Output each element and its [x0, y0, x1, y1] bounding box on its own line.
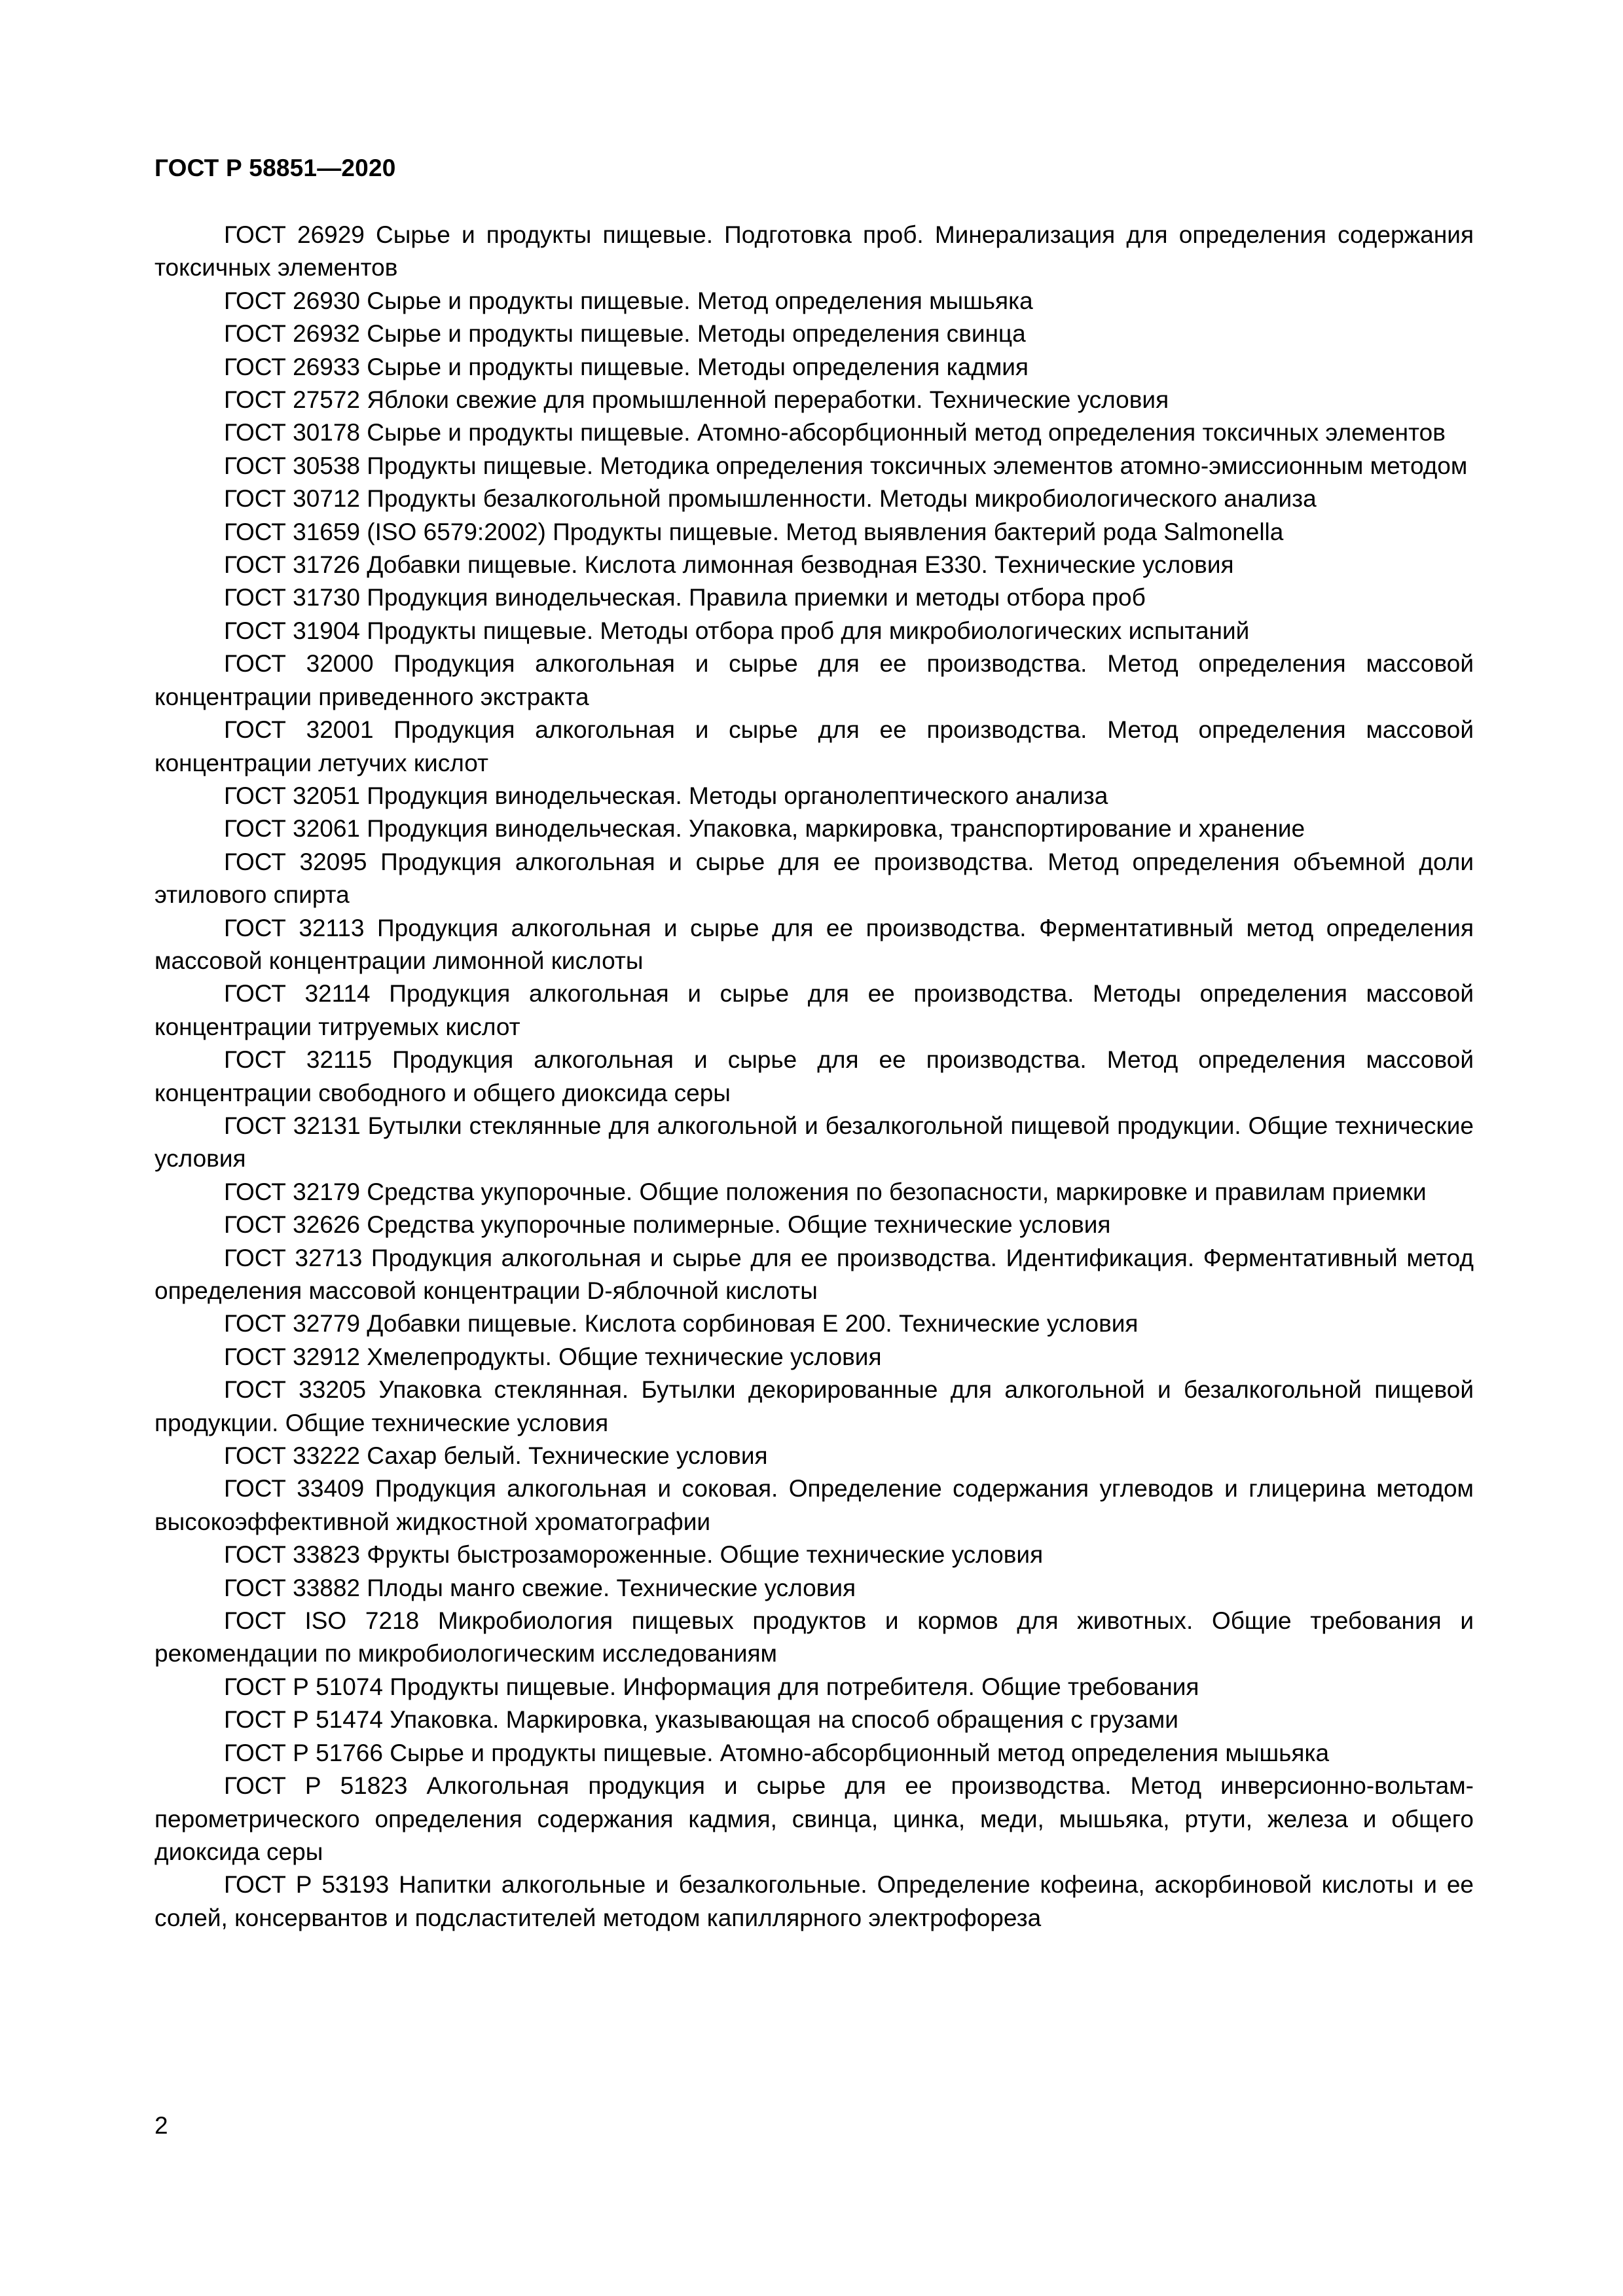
reference-item: ГОСТ 32131 Бутылки стеклянные для алкогольной и безалкогольной пищевой продукции. Общие технические условия — [155, 1112, 1474, 1173]
reference-item: ГОСТ 31730 Продукция винодельческая. Правила приемки и методы отбора проб — [224, 584, 1146, 611]
reference-item: ГОСТ 32114 Продукция алкогольная и сырье для ее производства. Методы определения массовой концентрации титруемых кислот — [155, 980, 1474, 1040]
reference-item: ГОСТ 26932 Сырье и продукты пищевые. Методы определения свинца — [224, 320, 1026, 348]
reference-item: ГОСТ Р 51766 Сырье и продукты пищевые. Атомно-абсорбционный метод определения мышьяка — [224, 1739, 1330, 1766]
reference-item: ГОСТ 32113 Продукция алкогольная и сырье для ее производства. Ферментативный метод определения массовой концентрации лимонной кислоты — [155, 914, 1474, 974]
reference-item: ГОСТ 32061 Продукция винодельческая. Упаковка, маркировка, транспортирование и хранение — [224, 815, 1305, 843]
document-code-header: ГОСТ Р 58851—2020 — [155, 155, 396, 181]
normative-references-list — [155, 219, 1474, 1935]
reference-item: ГОСТ 32000 Продукция алкогольная и сырье для ее производства. Метод определения массовой концентрации приведенного экстракта — [155, 650, 1474, 710]
reference-item: ГОСТ 31726 Добавки пищевые. Кислота лимонная безводная Е330. Технические условия — [224, 551, 1234, 579]
reference-item: ГОСТ Р 53193 Напитки алкогольные и безалкогольные. Определение кофеина, аскорбиновой кислоты и ее солей, консервантов и подсластителей методом капиллярного электрофореза — [155, 1871, 1474, 1931]
page-number: 2 — [155, 2112, 168, 2139]
reference-item: ГОСТ 32779 Добавки пищевые. Кислота сорбиновая Е 200. Технические условия — [224, 1310, 1139, 1338]
reference-item: ГОСТ 33205 Упаковка стеклянная. Бутылки декорированные для алкогольной и безалкогольной пищевой продукции. Общие технические условия — [155, 1376, 1474, 1436]
reference-item: ГОСТ Р 51074 Продукты пищевые. Информация для потребителя. Общие требования — [224, 1673, 1199, 1700]
reference-item: ГОСТ 26930 Сырье и продукты пищевые. Метод определения мышьяка — [224, 287, 1033, 314]
reference-item: ГОСТ 27572 Яблоки свежие для промышленной переработки. Технические условия — [224, 386, 1169, 414]
reference-item: ГОСТ 32095 Продукция алкогольная и сырье для ее производства. Метод определения объемной доли этилового спирта — [155, 848, 1474, 909]
reference-item: ГОСТ 30712 Продукты безалкогольной промышленности. Методы микробиологического анализа — [224, 485, 1317, 513]
reference-item: ГОСТ 32115 Продукция алкогольная и сырье для ее производства. Метод определения массовой концентрации свободного и общего диоксида серы — [155, 1046, 1474, 1106]
reference-item: ГОСТ 30178 Сырье и продукты пищевые. Атомно-абсорбционный метод определения токсичных элементов — [224, 419, 1446, 446]
reference-item: ГОСТ 31904 Продукты пищевые. Методы отбора проб для микробиологических испытаний — [224, 617, 1250, 644]
reference-item: ГОСТ 30538 Продукты пищевые. Методика определения токсичных элементов атомно-эмиссионным методом — [224, 452, 1468, 479]
reference-item: ГОСТ 33882 Плоды манго свежие. Технические условия — [224, 1574, 856, 1601]
reference-item: ГОСТ 31659 (ISO 6579:2002) Продукты пищевые. Метод выявления бактерий рода Salmonella — [224, 518, 1284, 545]
reference-item: ГОСТ 32051 Продукция винодельческая. Методы органолептического анализа — [224, 782, 1108, 809]
reference-item: ГОСТ 26933 Сырье и продукты пищевые. Методы определения кадмия — [224, 353, 1029, 380]
reference-item: ГОСТ 32713 Продукция алкогольная и сырье для ее производства. Идентификация. Ферментативный метод определения массовой концентрации D-яблочной кислоты — [155, 1244, 1474, 1304]
reference-item: ГОСТ Р 51474 Упаковка. Маркировка, указывающая на способ обращения с грузами — [224, 1706, 1178, 1734]
reference-item: ГОСТ 32912 Хмелепродукты. Общие технические условия — [224, 1343, 882, 1370]
reference-item: ГОСТ 26929 Сырье и продукты пищевые. Подготовка проб. Минерализация для определения содержания токсичных элементов — [155, 221, 1474, 282]
reference-item: ГОСТ 33823 Фрукты быстрозамороженные. Общие технические условия — [224, 1541, 1044, 1569]
reference-item: ГОСТ ISO 7218 Микробиология пищевых продуктов и кормов для животных. Общие требования и рекомендации по микробиологическим исследованиям — [155, 1607, 1474, 1667]
reference-item: ГОСТ 32001 Продукция алкогольная и сырье для ее производства. Метод определения массовой концентрации летучих кислот — [155, 716, 1474, 776]
reference-item: ГОСТ 32179 Средства укупорочные. Общие положения по безопасности, маркировке и правилам приемки — [224, 1178, 1427, 1205]
reference-item: ГОСТ Р 51823 Алкогольная продукция и сырье для ее производства. Метод инверсионно-вольтамперометрического определения содержания кадмия, свинца, цинка, меди, мышьяка, ртути, железа и общего диоксида серы — [155, 1772, 1474, 1865]
reference-item: ГОСТ 32626 Средства укупорочные полимерные. Общие технические условия — [224, 1211, 1111, 1239]
reference-item: ГОСТ 33222 Сахар белый. Технические условия — [224, 1442, 768, 1470]
reference-item: ГОСТ 33409 Продукция алкогольная и соковая. Определение содержания углеводов и глицерина методом высокоэффективной жидкостной хроматографии — [155, 1475, 1474, 1535]
